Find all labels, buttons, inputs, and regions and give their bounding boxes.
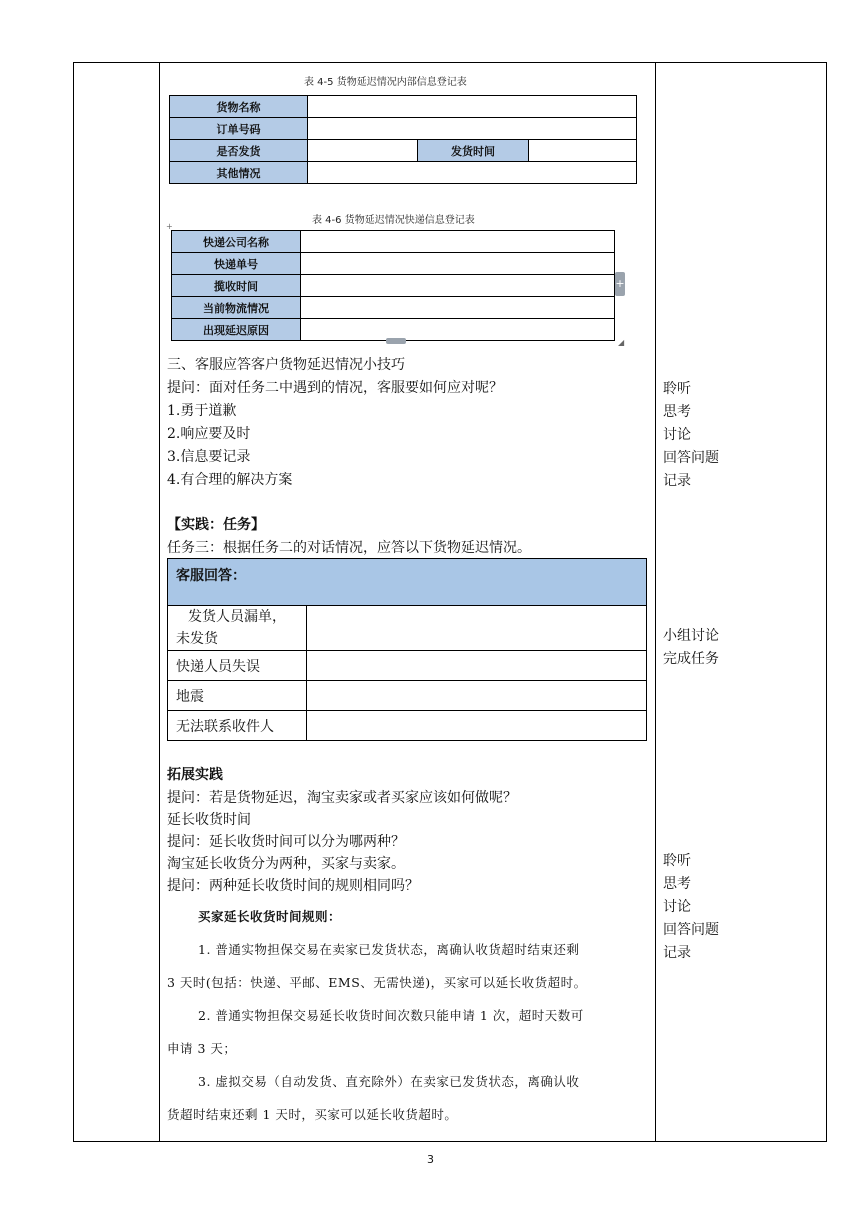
activity-list <box>663 850 719 965</box>
page-number: 3 <box>427 1153 434 1166</box>
list-item: 4.有合理的解决方案 <box>167 472 293 488</box>
activity-item: 完成任务 <box>663 651 719 667</box>
column-divider-right <box>655 62 656 1142</box>
table-cell[interactable] <box>301 275 615 297</box>
rule-line: 1. 普通实物担保交易在卖家已发货状态，离确认收货超时结束还剩 <box>198 942 580 957</box>
resize-handle-icon[interactable]: ◢ <box>618 338 625 347</box>
answer-header <box>168 559 647 606</box>
table-label: 订单号码 <box>170 118 308 140</box>
activity-list <box>663 378 719 493</box>
question-text: 提问：面对任务二中遇到的情况，客服要如何应对呢？ <box>167 380 503 396</box>
rule-line: 货超时结束还剩 1 天时，买家可以延长收货超时。 <box>167 1107 458 1122</box>
activity-item: 聆听 <box>663 381 691 397</box>
activity-item: 回答问题 <box>663 450 719 466</box>
table-cell[interactable] <box>308 162 637 184</box>
rule-line: 2. 普通实物担保交易延长收货时间次数只能申请 1 次，超时天数可 <box>198 1008 584 1023</box>
rule-line: 申请 3 天； <box>167 1041 237 1056</box>
table-4-5 <box>169 95 637 184</box>
answer-row-label: 地震 <box>168 681 307 711</box>
answer-cell[interactable] <box>307 711 647 741</box>
table-cell[interactable] <box>308 140 418 162</box>
table-4-6-caption: 表 4-6 货物延迟情况快递信息登记表 <box>312 215 475 226</box>
table-cell[interactable] <box>301 231 615 253</box>
answer-table <box>167 558 647 741</box>
activity-item: 记录 <box>663 945 691 961</box>
answer-row-label-line: 发货人员漏单， <box>188 609 286 625</box>
table-cell[interactable] <box>301 253 615 275</box>
extension-heading: 拓展实践 <box>167 767 223 783</box>
extension-line: 提问：若是货物延迟，淘宝卖家或者买家应该如何做呢？ <box>167 790 517 806</box>
activity-item: 思考 <box>663 404 691 420</box>
table-label: 快递单号 <box>172 253 301 275</box>
activity-item: 思考 <box>663 876 691 892</box>
table-label: 发货时间 <box>418 140 529 162</box>
table-anchor-icon: + <box>166 222 173 231</box>
activity-item: 回答问题 <box>663 922 719 938</box>
answer-row-label-line: 未发货 <box>176 631 218 647</box>
table-label: 其他情况 <box>170 162 308 184</box>
answer-cell[interactable] <box>307 651 647 681</box>
answer-row-label: 无法联系收件人 <box>168 711 307 741</box>
rules-title: 买家延长收货时间规则： <box>198 909 342 924</box>
list-item: 3.信息要记录 <box>167 449 251 465</box>
answer-header-label: 客服回答： <box>176 568 246 584</box>
table-label: 货物名称 <box>170 96 308 118</box>
add-column-handle-icon[interactable]: + <box>615 272 625 296</box>
task-text: 任务三：根据任务二的对话情况，应答以下货物延迟情况。 <box>167 540 531 556</box>
table-label: 是否发货 <box>170 140 308 162</box>
rule-line: 3. 虚拟交易（自动发货、直充除外）在卖家已发货状态，离确认收 <box>198 1074 580 1089</box>
table-cell[interactable] <box>308 118 637 140</box>
table-cell[interactable] <box>529 140 637 162</box>
table-label: 当前物流情况 <box>172 297 301 319</box>
activity-item: 聆听 <box>663 853 691 869</box>
table-4-6 <box>171 230 615 341</box>
table-4-5-caption: 表 4-5 货物延迟情况内部信息登记表 <box>304 77 467 88</box>
answer-cell[interactable] <box>307 606 647 651</box>
table-label: 出现延迟原因 <box>172 319 301 341</box>
answer-row-label <box>168 606 307 651</box>
extension-line: 淘宝延长收货分为两种，买家与卖家。 <box>167 856 405 872</box>
column-divider-left <box>159 62 160 1142</box>
table-cell[interactable] <box>308 96 637 118</box>
section-heading: 三、客服应答客户货物延迟情况小技巧 <box>167 357 405 373</box>
practice-heading: 【实践：任务】 <box>167 517 265 533</box>
rule-line: 3 天时(包括：快递、平邮、EMS、无需快递)，买家可以延长收货超时。 <box>167 975 587 990</box>
activity-item: 讨论 <box>663 427 691 443</box>
answer-row-label: 快递人员失误 <box>168 651 307 681</box>
activity-item: 讨论 <box>663 899 691 915</box>
list-item: 1.勇于道歉 <box>167 403 237 419</box>
table-label: 揽收时间 <box>172 275 301 297</box>
add-row-handle-icon[interactable] <box>386 338 406 344</box>
table-cell[interactable] <box>301 297 615 319</box>
table-label: 快递公司名称 <box>172 231 301 253</box>
extension-line: 延长收货时间 <box>167 812 251 828</box>
answer-cell[interactable] <box>307 681 647 711</box>
activity-item: 记录 <box>663 473 691 489</box>
activity-item: 小组讨论 <box>663 628 719 644</box>
table-cell[interactable] <box>301 319 615 341</box>
extension-line: 提问：延长收货时间可以分为哪两种？ <box>167 834 405 850</box>
list-item: 2.响应要及时 <box>167 426 251 442</box>
activity-list <box>663 625 719 671</box>
extension-line: 提问：两种延长收货时间的规则相同吗？ <box>167 878 419 894</box>
